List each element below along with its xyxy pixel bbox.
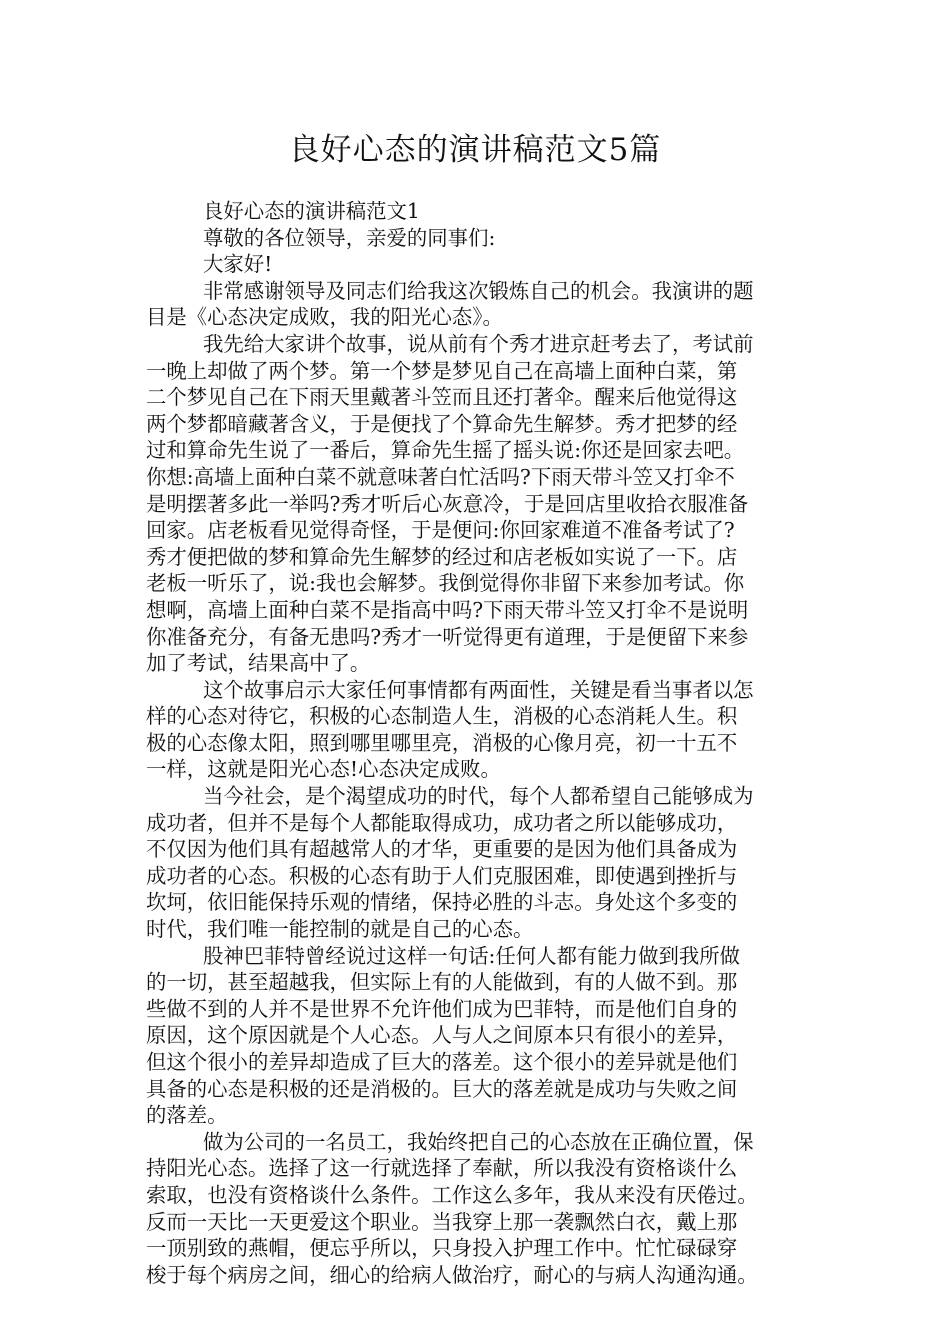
text-line: 尊敬的各位领导，亲爱的同事们: bbox=[203, 225, 496, 250]
text-line: 老板一听乐了，说:我也会解梦。我倒觉得你非留下来参加考试。你 bbox=[146, 571, 745, 596]
text-line: 极的心态像太阳，照到哪里哪里亮，消极的心像月亮，初一十五不 bbox=[146, 730, 738, 755]
text-line: 加了考试，结果高中了。 bbox=[146, 651, 371, 676]
text-line: 你想:高墙上面种白菜不就意味著白忙活吗?下雨天带斗笠又打伞不 bbox=[146, 464, 735, 489]
text-line: 想啊，高墙上面种白菜不是指高中吗?下雨天带斗笠又打伞不是说明 bbox=[146, 597, 749, 622]
text-line: 的落差。 bbox=[146, 1103, 228, 1128]
text-line: 成功者，但并不是每个人都能取得成功，成功者之所以能够成功， bbox=[146, 810, 738, 835]
text-line: 梭于每个病房之间，细心的给病人做治疗，耐心的与病人沟通沟通。 bbox=[146, 1262, 758, 1287]
text-line: 一样，这就是阳光心态!心态决定成败。 bbox=[146, 757, 501, 782]
text-line: 你准备充分，有备无患吗?秀才一听觉得更有道理，于是便留下来参 bbox=[146, 624, 749, 649]
text-line: 良好心态的演讲稿范文1 bbox=[203, 199, 420, 223]
text-line: 这个故事启示大家任何事情都有两面性，关键是看当事者以怎 bbox=[203, 677, 754, 702]
text-line: 回家。店老板看见觉得奇怪，于是便问:你回家难道不准备考试了? bbox=[146, 518, 735, 543]
text-line: 做为公司的一名员工，我始终把自己的心态放在正确位置，保 bbox=[203, 1129, 754, 1154]
text-line: 一晚上却做了两个梦。第一个梦是梦见自己在高墙上面种白菜，第 bbox=[146, 358, 738, 383]
text-line: 目是《心态决定成败，我的阳光心态》。 bbox=[146, 305, 503, 330]
text-line: 样的心态对待它，积极的心态制造人生，消极的心态消耗人生。积 bbox=[146, 704, 738, 729]
document-body bbox=[146, 198, 818, 1288]
text-line: 不仅因为他们具有超越常人的才华，更重要的是因为他们具备成为 bbox=[146, 837, 738, 862]
text-line: 过和算命先生说了一番后，算命先生摇了摇头说:你还是回家去吧。 bbox=[146, 438, 745, 463]
text-line: 些做不到的人并不是世界不允许他们成为巴菲特，而是他们自身的 bbox=[146, 996, 738, 1021]
text-line: 原因，这个原因就是个人心态。人与人之间原本只有很小的差异， bbox=[146, 1023, 738, 1048]
text-line: 但这个很小的差异却造成了巨大的落差。这个很小的差异就是他们 bbox=[146, 1050, 738, 1074]
text-line: 持阳光心态。选择了这一行就选择了奉献，所以我没有资格谈什么 bbox=[146, 1156, 738, 1181]
text-line: 时代，我们唯一能控制的就是自己的心态。 bbox=[146, 917, 534, 942]
text-line: 我先给大家讲个故事，说从前有个秀才进京赶考去了，考试前 bbox=[203, 331, 754, 356]
text-line: 二个梦见自己在下雨天里戴著斗笠而且还打著伞。醒来后他觉得这 bbox=[146, 385, 738, 410]
text-line: 当今社会，是个渴望成功的时代，每个人都希望自己能够成为 bbox=[203, 784, 754, 809]
document-title: 良好心态的演讲稿范文5篇 bbox=[288, 132, 662, 168]
text-line: 非常感谢领导及同志们给我这次锻炼自己的机会。我演讲的题 bbox=[203, 278, 754, 303]
text-line: 反而一天比一天更爱这个职业。当我穿上那一袭飘然白衣，戴上那 bbox=[146, 1209, 738, 1234]
text-line: 具备的心态是积极的还是消极的。巨大的落差就是成功与失败之间 bbox=[146, 1076, 738, 1101]
text-line: 是明摆著多此一举吗?秀才听后心灰意冷，于是回店里收拾衣服准备 bbox=[146, 491, 749, 516]
text-line: 两个梦都暗藏著含义，于是便找了个算命先生解梦。秀才把梦的经 bbox=[146, 411, 738, 436]
text-line: 股神巴菲特曾经说过这样一句话:任何人都有能力做到我所做 bbox=[203, 943, 741, 968]
text-line: 秀才便把做的梦和算命先生解梦的经过和店老板如实说了一下。店 bbox=[146, 544, 738, 569]
text-line: 大家好! bbox=[203, 252, 273, 277]
text-line: 成功者的心态。积极的心态有助于人们克服困难，即使遇到挫折与 bbox=[146, 863, 738, 888]
text-line: 的一切，甚至超越我，但实际上有的人能做到，有的人做不到。那 bbox=[146, 970, 738, 995]
text-line: 索取，也没有资格谈什么条件。工作这么多年，我从来没有厌倦过。 bbox=[146, 1182, 758, 1207]
text-line: 坎坷，依旧能保持乐观的情绪，保持必胜的斗志。身处这个多变的 bbox=[146, 890, 738, 915]
text-line: 一顶别致的燕帽，便忘乎所以，只身投入护理工作中。忙忙碌碌穿 bbox=[146, 1236, 738, 1261]
